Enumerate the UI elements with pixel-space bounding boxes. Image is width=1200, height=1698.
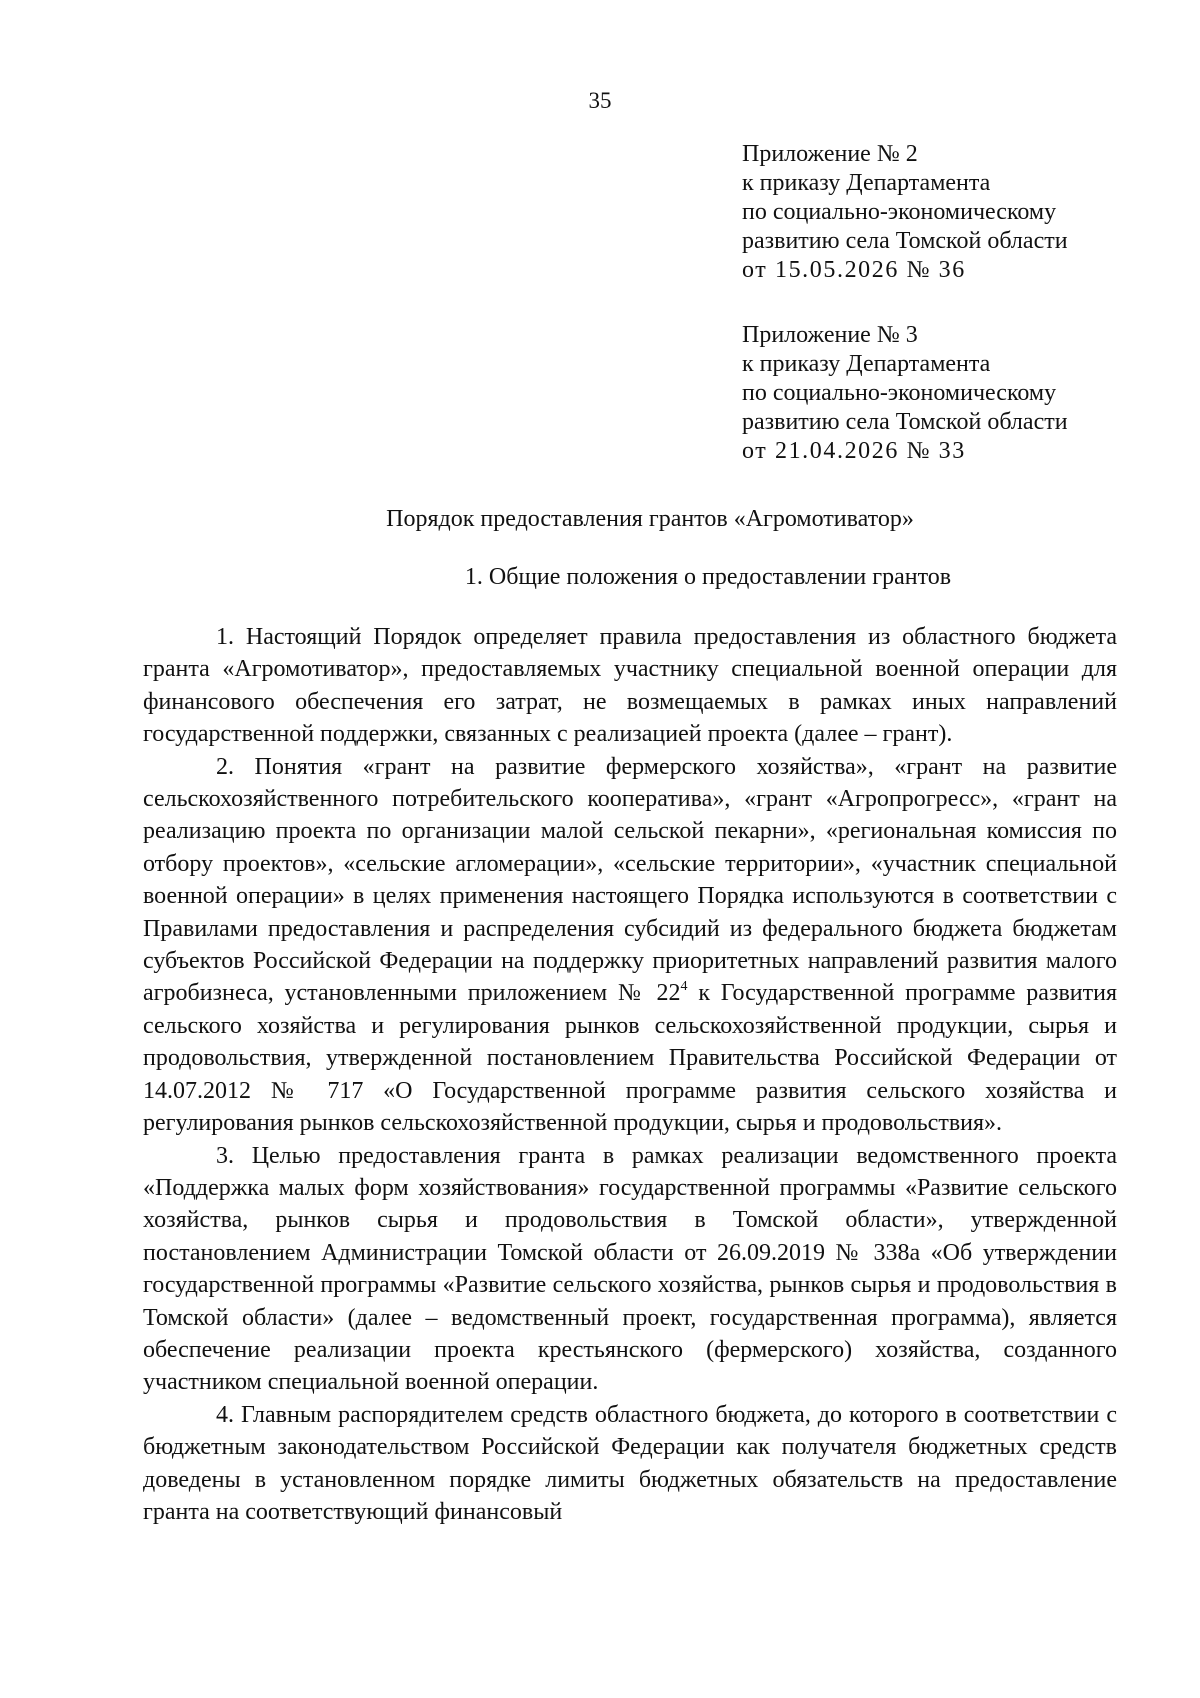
appendix-line: Приложение № 3 (742, 322, 918, 348)
page-number: 35 (588, 88, 612, 113)
appendix-line: развитию села Томской области (742, 228, 1068, 254)
superscript-index: 4 (680, 979, 688, 995)
document-title: Порядок предоставления грантов «Агромотиватор» (386, 506, 914, 532)
appendix-line: к приказу Департамента (742, 170, 991, 196)
appendix-block-2 (742, 140, 1162, 285)
appendix-block-3 (742, 321, 1162, 466)
appendix-line: развитию села Томской области (742, 409, 1068, 435)
paragraph-3: 3. Целью предоставления гранта в рамках реализации ведомственного проекта «Поддержка малых форм хозяйствования» государственной программы «Развитие сельского хозяйства, рынков сырья и продовольствия в Томской области», утвержденной постановлением Администрации Томской области от 26.09.2019 № 338а «Об утверждении государственной программы «Развитие сельского хозяйства, рынков сырья и продовольствия в Томской области» (далее – ведомственный проект, государственная программа), является обеспечение реализации проекта крестьянского (фермерского) хозяйства, созданного участником специальной военной операции. (143, 1142, 1117, 1396)
document-body (143, 621, 1117, 1528)
section-title: 1. Общие положения о предоставлении грантов (464, 564, 952, 590)
appendix-date-line: от 15.05.2026 № 36 (742, 257, 966, 283)
appendix-line: Приложение № 2 (742, 141, 918, 167)
paragraph-4: 4. Главным распорядителем средств областного бюджета, до которого в соответствии с бюджетным законодательством Российской Федерации как получателя бюджетных средств доведены в установленном порядке лимиты бюджетных обязательств на предоставление гранта на соответствующий финансовый (143, 1401, 1117, 1525)
appendix-line: по социально-экономическому (742, 380, 1057, 406)
paragraph-2-text-start: 2. Понятия «грант на развитие фермерского хозяйства», «грант на развитие сельскохозяйственного потребительского кооператива», «грант «Агропрогресс», «грант на реализацию проекта по организации малой сельской пекарни», «региональная комиссия по отбору проектов», «сельские агломерации», «сельские территории», «участник специальной военной операции» в целях применения настоящего Порядка используются в соответствии с Правилами предоставления и распределения субсидий из федерального бюджета бюджетам субъектов Российской Федерации на поддержку приоритетных направлений развития малого агробизнеса, установленными приложением № 22 (143, 753, 1117, 1007)
appendix-line: по социально-экономическому (742, 199, 1057, 225)
appendix-date-line: от 21.04.2026 № 33 (742, 438, 966, 464)
appendix-line: к приказу Департамента (742, 351, 991, 377)
paragraph-2-text-end: к Государственной программе развития сельского хозяйства и регулирования рынков сельскохозяйственной продукции, сырья и продовольствия, утвержденной постановлением Правительства Российской Федерации от 14.07.2012 № 717 «О Государственной программе развития сельского хозяйства и регулирования рынков сельскохозяйственной продукции, сырья и продовольствия». (143, 980, 1117, 1137)
paragraph-2 (143, 751, 1117, 1140)
paragraph-1: 1. Настоящий Порядок определяет правила предоставления из областного бюджета гранта «Агромотиватор», предоставляемых участнику специальной военной операции для финансового обеспечения его затрат, не возмещаемых в рамках иных направлений государственной поддержки, связанных с реализацией проекта (далее – грант). (143, 624, 1117, 748)
